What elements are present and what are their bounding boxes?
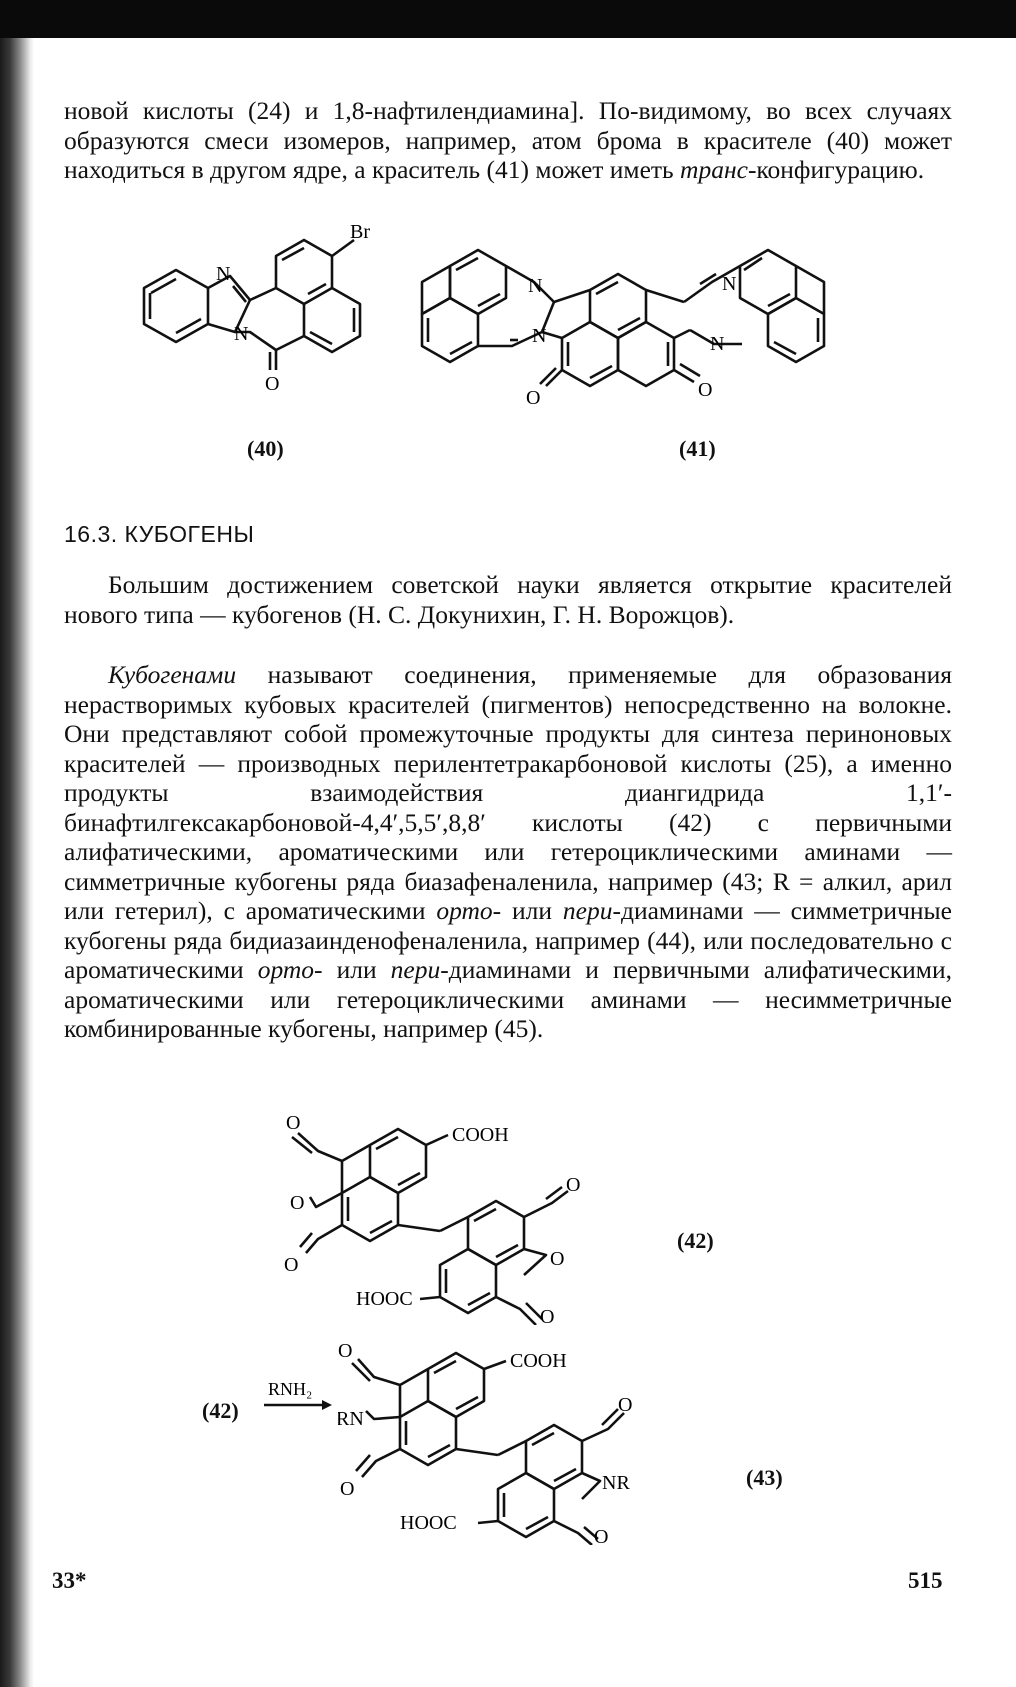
compound43-cooh: COOH: [510, 1350, 567, 1372]
page-number: 515: [908, 1568, 943, 1593]
compound40-n2: N: [234, 323, 249, 345]
compound42-o3: O: [284, 1254, 299, 1276]
paragraph-1-text: Большим достижением советской науки является открытие красителей нового типа — кубогенов (Н. С. Докунихин, Г. Н. Ворожцов).: [64, 570, 952, 629]
intro-tail: -конфигурацию.: [747, 155, 925, 184]
paragraph-1: [64, 570, 952, 629]
compound41-left-naph-top: [450, 250, 506, 314]
compound41-o2: O: [698, 379, 713, 401]
compound43-rn: RN: [338, 1408, 364, 1430]
intro-text: новой кислоты (24) и 1,8-нафтилендиамина]. По-видимому, во всех случаях образуются смеси изомеров, например, атом брома в красителе (40) может находиться в другом ядре, а краситель (41) может иметь: [64, 96, 952, 184]
compound40-benzo-ring: [144, 270, 208, 342]
compound42-label: (42): [677, 1228, 714, 1253]
compound43-label: (43): [746, 1465, 783, 1490]
paragraph-2-part2: или: [501, 896, 563, 925]
paragraph-2-part4: или: [322, 955, 391, 984]
compound42-cooh: COOH: [452, 1124, 509, 1146]
term-orto-2: орто-: [257, 955, 323, 984]
section-heading: 16.3. КУБОГЕНЫ: [64, 521, 255, 547]
intro-italic: транс: [680, 155, 748, 184]
reaction-arrow: [262, 1375, 332, 1415]
compound41-n2: N: [532, 325, 547, 347]
compound40-label: (40): [247, 436, 284, 461]
compound43-o1: O: [338, 1340, 353, 1362]
compound41-n4: N: [710, 333, 725, 355]
compound43-o4: O: [594, 1526, 609, 1545]
intro-paragraph: [64, 96, 952, 185]
compound40-br: Br: [350, 221, 370, 243]
scan-top-border: [0, 0, 1016, 38]
paragraph-2: [64, 660, 952, 1044]
compound42-naph1-top: [370, 1129, 426, 1193]
term-peri-1: пери-: [562, 896, 621, 925]
compound40-n1: N: [216, 263, 231, 285]
compound42-o4: O: [566, 1174, 581, 1196]
compound41-n1: N: [528, 275, 543, 297]
compound43-o3: O: [618, 1394, 633, 1416]
term-orto-1: орто-: [436, 896, 502, 925]
printer-signature: 33*: [52, 1568, 87, 1593]
structure-43: [338, 1335, 738, 1545]
compound43-nr: NR: [602, 1472, 630, 1494]
reaction-reactant: (42): [202, 1398, 239, 1423]
term-kubogeny: Кубогенами: [108, 660, 237, 689]
paragraph-2-part1: называют соединения, применяемые для образования нерастворимых кубовых красителей (пигментов) непосредственно на волокне. Они представляют собой промежуточные продукты для синтеза периноновых красителей — производных перилентетракарбоновой кислоты (25), а именно продукты взаимодействия диангидрида 1,1′-бинафтилгексакарбоновой-4,4′,5,5′,8,8′ кислоты (42) с первичными алифатическими, ароматическими или гетероциклическими аминами — симметричные кубогены ряда биазафеналенила, например (43; R = алкил, арил или гетерил), с ароматическими: [64, 660, 952, 925]
compound42-o5: O: [550, 1248, 565, 1270]
compound43-hooc: HOOC: [400, 1512, 457, 1534]
figure-42: [270, 1115, 730, 1325]
reaction-reagent: RNH₂: [268, 1379, 313, 1399]
figure-43: [338, 1335, 738, 1545]
compound41-o1: O: [526, 387, 541, 409]
compound41-label: (41): [679, 436, 716, 461]
compound42-o1: O: [286, 1115, 301, 1134]
paragraph-2-part5: диаминами и первичными алифатическими, ароматическими или гетероциклическими аминами — несимметричные комбинированные кубогены, например (45).: [64, 955, 952, 1043]
compound42-o6: O: [540, 1306, 555, 1325]
term-peri-2: пери-: [390, 955, 449, 984]
compound41-core-top: [590, 274, 646, 338]
compound42-o2: O: [290, 1192, 305, 1214]
figure-40-41: [110, 220, 930, 470]
structure-42: [270, 1115, 730, 1325]
structures-40-41: [110, 220, 930, 470]
compound40-o: O: [265, 373, 280, 395]
scan-spine-shadow: [0, 38, 34, 1687]
compound43-o2: O: [340, 1478, 355, 1500]
compound41-n3: N: [722, 273, 737, 295]
compound42-hooc: HOOC: [356, 1288, 413, 1310]
compound42-naph2-top: [468, 1201, 524, 1265]
paragraph-2-part3: диаминами — симметричные кубогены ряда бидиазаинденофеналенила, например (44), или последовательно с ароматическими: [64, 896, 952, 984]
